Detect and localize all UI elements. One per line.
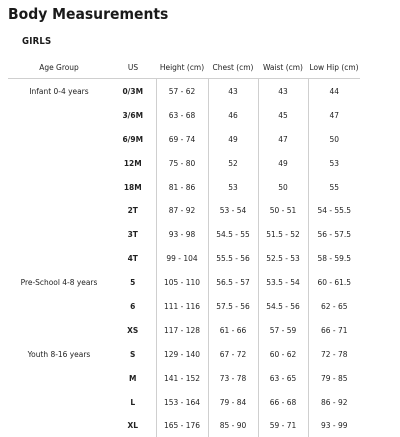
low-hip-cell: 72 - 78 xyxy=(308,342,360,366)
table-row xyxy=(8,366,360,390)
height-cell: 117 - 128 xyxy=(156,318,208,342)
chest-cell: 73 - 78 xyxy=(208,366,258,390)
waist-cell: 57 - 59 xyxy=(258,318,308,342)
waist-cell: 50 xyxy=(258,175,308,199)
waist-cell: 63 - 65 xyxy=(258,366,308,390)
waist-cell: 52.5 - 53 xyxy=(258,246,308,270)
waist-cell: 45 xyxy=(258,103,308,127)
chest-cell: 67 - 72 xyxy=(208,342,258,366)
low-hip-cell: 60 - 61.5 xyxy=(308,270,360,294)
age-group-cell: Youth 8-16 years xyxy=(27,348,91,359)
chest-cell: 61 - 66 xyxy=(208,318,258,342)
low-hip-cell: 56 - 57.5 xyxy=(308,222,360,246)
header-chest: Chest (cm) xyxy=(208,55,258,79)
us-size-cell: 12M xyxy=(123,157,142,168)
low-hip-cell: 58 - 59.5 xyxy=(308,246,360,270)
table-row xyxy=(8,127,360,151)
chest-cell: 55.5 - 56 xyxy=(208,246,258,270)
low-hip-cell: 66 - 71 xyxy=(308,318,360,342)
chest-cell: 53 - 54 xyxy=(208,198,258,222)
header-age-group: Age Group xyxy=(8,55,110,79)
chest-cell: 53 xyxy=(208,175,258,199)
us-size-cell: XL xyxy=(127,420,138,431)
waist-cell: 54.5 - 56 xyxy=(258,294,308,318)
height-cell: 87 - 92 xyxy=(156,198,208,222)
chest-cell: 54.5 - 55 xyxy=(208,222,258,246)
header-us: US xyxy=(110,55,156,79)
age-group-cell xyxy=(8,175,110,199)
waist-cell: 51.5 - 52 xyxy=(258,222,308,246)
chest-cell: 57.5 - 56 xyxy=(208,294,258,318)
low-hip-cell: 53 xyxy=(308,151,360,175)
height-cell: 99 - 104 xyxy=(156,246,208,270)
us-size-cell: 6 xyxy=(130,300,136,311)
age-group-cell xyxy=(8,198,110,222)
age-group-cell xyxy=(8,246,110,270)
us-size-cell: M xyxy=(129,372,137,383)
waist-cell: 53.5 - 54 xyxy=(258,270,308,294)
height-cell: 153 - 164 xyxy=(156,390,208,414)
low-hip-cell: 47 xyxy=(308,103,360,127)
table-row xyxy=(8,413,360,437)
waist-cell: 60 - 62 xyxy=(258,342,308,366)
us-size-cell: 2T xyxy=(127,205,138,216)
height-cell: 165 - 176 xyxy=(156,413,208,437)
page-title: Body Measurements xyxy=(8,5,169,23)
low-hip-cell: 62 - 65 xyxy=(308,294,360,318)
age-group-cell xyxy=(8,294,110,318)
waist-cell: 50 - 51 xyxy=(258,198,308,222)
size-chart-table xyxy=(8,55,360,437)
header-height: Height (cm) xyxy=(156,55,208,79)
chest-cell: 43 xyxy=(208,79,258,103)
us-size-cell: 3T xyxy=(127,229,138,240)
height-cell: 63 - 68 xyxy=(156,103,208,127)
table-row xyxy=(8,175,360,199)
chest-cell: 79 - 84 xyxy=(208,390,258,414)
chest-cell: 49 xyxy=(208,127,258,151)
height-cell: 105 - 110 xyxy=(156,270,208,294)
table-row xyxy=(8,318,360,342)
table-row xyxy=(8,246,360,270)
section-subtitle: GIRLS xyxy=(22,36,52,47)
age-group-cell xyxy=(8,103,110,127)
table-row xyxy=(8,390,360,414)
age-group-cell xyxy=(8,222,110,246)
waist-cell: 49 xyxy=(258,151,308,175)
low-hip-cell: 86 - 92 xyxy=(308,390,360,414)
us-size-cell: 6/9M xyxy=(122,133,144,144)
chest-cell: 52 xyxy=(208,151,258,175)
header-row xyxy=(8,55,360,79)
us-size-cell: 3/6M xyxy=(122,109,144,120)
height-cell: 129 - 140 xyxy=(156,342,208,366)
height-cell: 111 - 116 xyxy=(156,294,208,318)
height-cell: 93 - 98 xyxy=(156,222,208,246)
low-hip-cell: 55 xyxy=(308,175,360,199)
waist-cell: 43 xyxy=(258,79,308,103)
header-low-hip: Low Hip (cm) xyxy=(308,55,360,79)
age-group-cell xyxy=(8,366,110,390)
waist-cell: 59 - 71 xyxy=(258,413,308,437)
low-hip-cell: 79 - 85 xyxy=(308,366,360,390)
age-group-cell: Pre-School 4-8 years xyxy=(20,277,98,288)
table-row xyxy=(8,294,360,318)
header-waist: Waist (cm) xyxy=(258,55,308,79)
table-row xyxy=(8,103,360,127)
us-size-cell: 18M xyxy=(123,181,142,192)
height-cell: 75 - 80 xyxy=(156,151,208,175)
waist-cell: 66 - 68 xyxy=(258,390,308,414)
height-cell: 81 - 86 xyxy=(156,175,208,199)
us-size-cell: 4T xyxy=(127,253,138,264)
age-group-cell xyxy=(8,127,110,151)
age-group-cell xyxy=(8,318,110,342)
us-size-cell: L xyxy=(130,396,136,407)
low-hip-cell: 50 xyxy=(308,127,360,151)
age-group-cell xyxy=(8,413,110,437)
low-hip-cell: 54 - 55.5 xyxy=(308,198,360,222)
us-size-cell: S xyxy=(130,348,136,359)
height-cell: 57 - 62 xyxy=(156,79,208,103)
chest-cell: 56.5 - 57 xyxy=(208,270,258,294)
us-size-cell: 5 xyxy=(130,277,136,288)
chest-cell: 46 xyxy=(208,103,258,127)
table-row xyxy=(8,198,360,222)
table-row xyxy=(8,342,360,366)
age-group-cell xyxy=(8,390,110,414)
age-group-cell xyxy=(8,151,110,175)
age-group-cell: Infant 0-4 years xyxy=(29,85,89,96)
table-row xyxy=(8,222,360,246)
low-hip-cell: 44 xyxy=(308,79,360,103)
height-cell: 141 - 152 xyxy=(156,366,208,390)
table-row xyxy=(8,270,360,294)
waist-cell: 47 xyxy=(258,127,308,151)
us-size-cell: XS xyxy=(127,324,139,335)
table-row xyxy=(8,79,360,103)
us-size-cell: 0/3M xyxy=(122,85,144,96)
chest-cell: 85 - 90 xyxy=(208,413,258,437)
table-row xyxy=(8,151,360,175)
low-hip-cell: 93 - 99 xyxy=(308,413,360,437)
height-cell: 69 - 74 xyxy=(156,127,208,151)
